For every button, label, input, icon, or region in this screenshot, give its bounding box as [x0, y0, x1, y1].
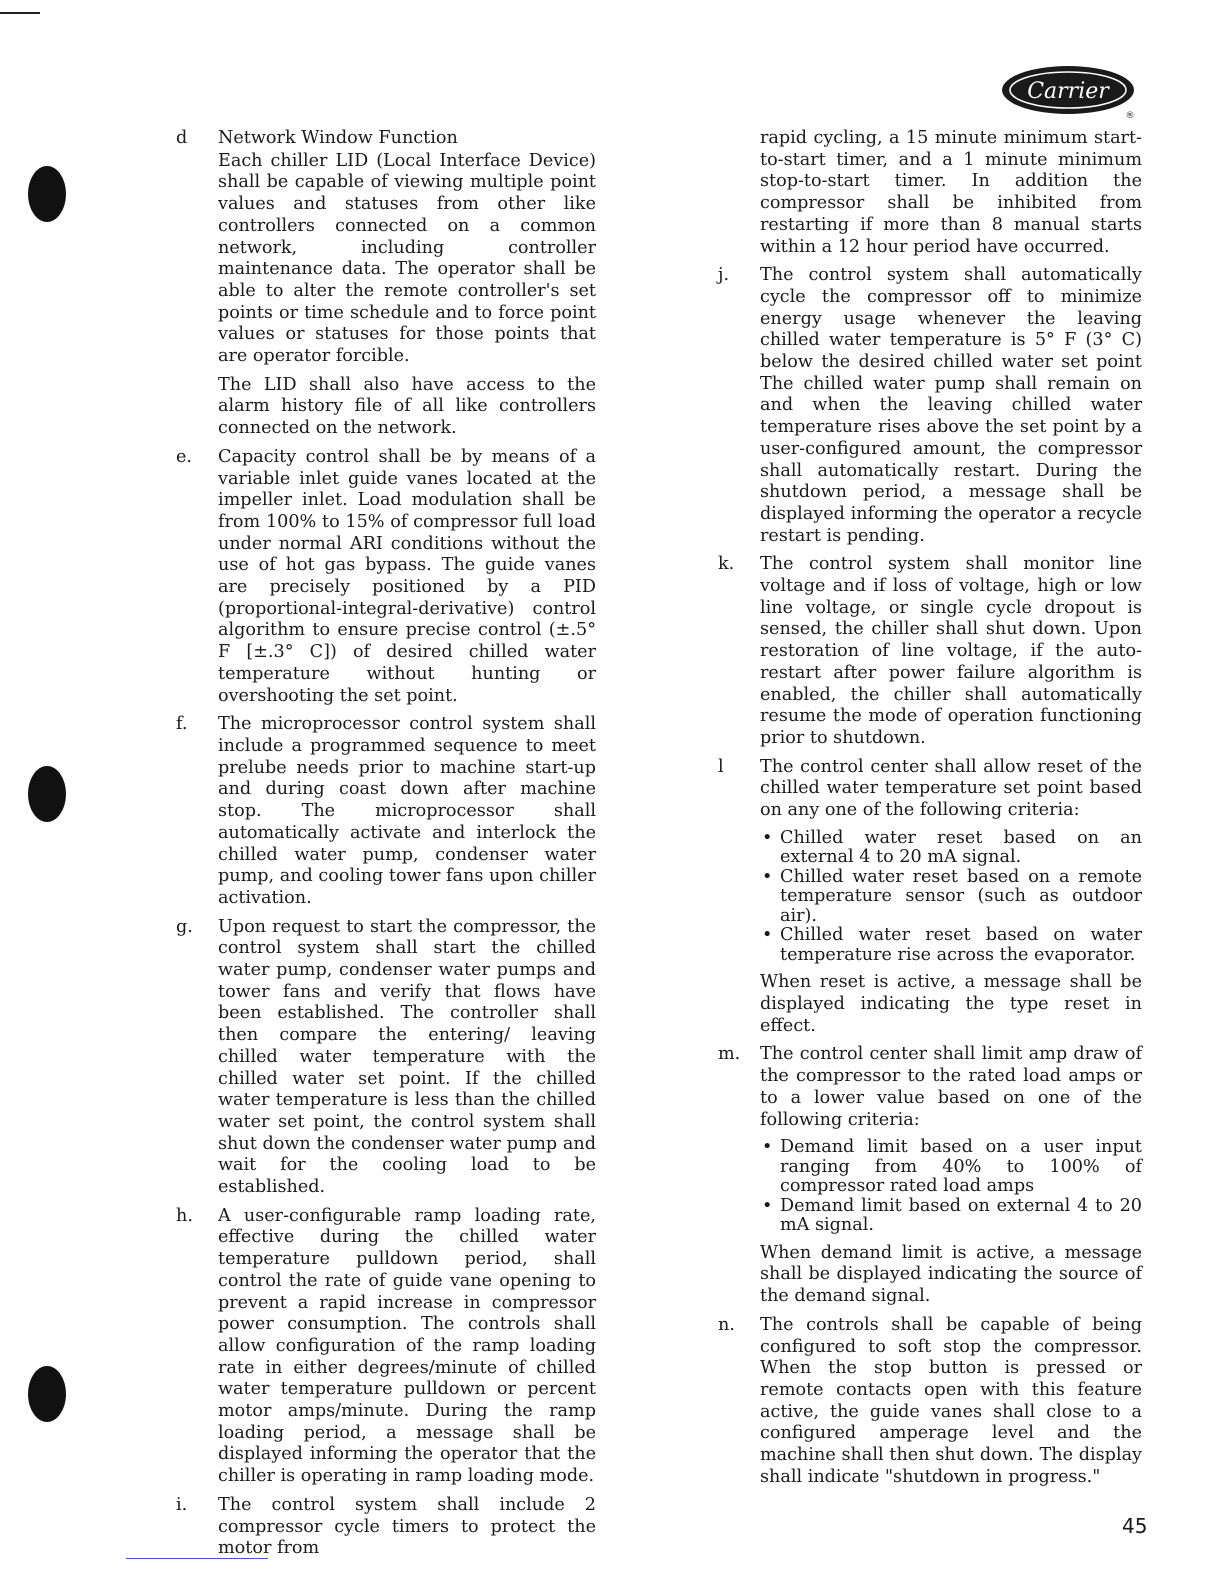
- item-l: [718, 757, 1142, 1038]
- list-item: • Demand limit based on external 4 to 20 mA signal.: [760, 1197, 1142, 1236]
- item-f: [176, 714, 596, 909]
- item-paragraph: The controls shall be capable of being configured to soft stop the compressor. When the stop button is pressed or remote contacts open with this feature active, the guide vanes shall close to a configured amperage level and the machine shall then shut down. The display shall indicate "shutdown in progress.": [760, 1314, 1142, 1487]
- item-i-continuation: rapid cycling, a 15 minute minimum start-to-start timer, and a 1 minute minimum stop-to-start timer. In addition the compressor shall be inhibited from restarting if more than 8 manual starts within a 12 hour period have occurred.: [760, 128, 1142, 257]
- item-paragraph: The control system shall automatically cycle the compressor off to minimize energy usage whenever the leaving chilled water temperature is 5° F (3° C) below the desired chilled water set point The chilled water pump shall remain on and when the leaving chilled water temperature rises above the set point by a user-configured amount, the compressor shall automatically restart. During the shutdown period, a message shall be displayed informing the operator a recycle restart is pending.: [760, 265, 1142, 546]
- right-column: [718, 128, 1142, 1495]
- item-g: [176, 917, 596, 1199]
- item-marker: f.: [176, 714, 188, 735]
- item-marker: i.: [176, 1494, 188, 1515]
- item-paragraph: The control center shall allow reset of the chilled water temperature set point based on any one of the following criteria:: [760, 756, 1142, 821]
- bullet-list: [760, 1138, 1142, 1236]
- list-item: • Chilled water reset based on an external 4 to 20 mA signal.: [760, 829, 1142, 868]
- bullet-list: [760, 829, 1142, 966]
- item-e: [176, 447, 596, 707]
- item-paragraph: Upon request to start the compressor, the control system shall start the chilled water pump, condenser water pumps and tower fans and verify that flows have been established. The controller shall then compare the entering/ leaving chilled water temperature with the chilled water set point. If the chilled water temperature is less than the chilled water set point, the control system shall shut down the condenser water pump and wait for the cooling load to be established.: [218, 916, 596, 1198]
- item-marker: l: [718, 756, 724, 777]
- logo-wordmark: Carrier: [1027, 79, 1109, 104]
- list-item: • Demand limit based on a user input ranging from 40% to 100% of compressor rated load amps: [760, 1138, 1142, 1197]
- item-marker: g.: [176, 916, 193, 937]
- binder-hole-bottom: [28, 1366, 66, 1422]
- item-j: [718, 265, 1142, 547]
- item-paragraph: The control system shall include 2 compressor cycle timers to protect the motor from: [218, 1494, 596, 1559]
- item-heading: Network Window Function: [218, 128, 458, 148]
- item-marker: j.: [718, 265, 730, 286]
- binder-hole-top: [28, 166, 66, 222]
- item-k: [718, 554, 1142, 749]
- item-paragraph: The control system shall monitor line voltage and if loss of voltage, high or low line voltage, or single cycle dropout is sensed, the chiller shall shut down. Upon restoration of line voltage, if the auto-restart after power failure algorithm is enabled, the chiller shall automatically resume the mode of operation functioning prior to shutdown.: [760, 554, 1142, 748]
- item-d: [176, 128, 596, 440]
- list-item: • Chilled water reset based on a remote temperature sensor (such as outdoor air).: [760, 868, 1142, 927]
- carrier-logo: [1000, 64, 1140, 120]
- item-marker: e.: [176, 446, 193, 467]
- item-paragraph: Each chiller LID (Local Interface Device) shall be capable of viewing multiple point values and statuses from other like controllers connected on a common network, including controller maintenance data. The operator shall be able to alter the remote controller's set points or time schedule and to force point values or statuses for those points that are operator forcible.: [218, 150, 596, 367]
- left-column: [176, 128, 596, 1567]
- item-paragraph: A user-configurable ramp loading rate, effective during the chilled water temperature pulldown period, shall control the rate of guide vane opening to prevent a rapid increase in compressor power consumption. The controls shall allow configuration of the ramp loading rate in either degrees/minute of chilled water temperature pulldown or percent motor amps/minute. During the ramp loading period, a message shall be displayed informing the operator that the chiller is operating in ramp loading mode.: [218, 1205, 596, 1487]
- item-marker: h.: [176, 1205, 193, 1226]
- item-paragraph: The microprocessor control system shall include a programmed sequence to meet prelube needs prior to machine start-up and during coast down after machine stop. The microprocessor shall automatically activate and interlock the chilled water pump, condenser water pump, and cooling tower fans upon chiller activation.: [218, 714, 596, 908]
- page-number: 45: [1122, 1514, 1148, 1538]
- item-marker: k.: [718, 554, 735, 575]
- item-m: [718, 1044, 1142, 1307]
- item-paragraph: When reset is active, a message shall be displayed indicating the type reset in effect.: [760, 972, 1142, 1036]
- item-marker: d: [176, 128, 188, 148]
- logo-registered-mark: ®: [1125, 111, 1135, 120]
- item-paragraph: Capacity control shall be by means of a variable inlet guide vanes located at the impeller inlet. Load modulation shall be from 100% to 15% of compressor full load under normal ARI conditions without the use of hot gas bypass. The guide vanes are precisely positioned by a PID (proportional-integral-derivative) control algorithm to ensure precise control (±.5° F [±.3° C]) of desired chilled water temperature without hunting or overshooting the set point.: [218, 446, 596, 706]
- item-n: [718, 1315, 1142, 1489]
- binder-hole-middle: [28, 766, 66, 822]
- list-item: • Chilled water reset based on water temperature rise across the evaporator.: [760, 926, 1142, 965]
- item-paragraph: The LID shall also have access to the alarm history file of all like controllers connected on the network.: [218, 374, 596, 439]
- item-paragraph: The control center shall limit amp draw of the compressor to the rated load amps or to a lower value based on one of the following criteria:: [760, 1044, 1142, 1130]
- item-marker: n.: [718, 1314, 735, 1335]
- item-marker: m.: [718, 1044, 741, 1065]
- item-paragraph: When demand limit is active, a message shall be displayed indicating the source of the demand signal.: [760, 1242, 1142, 1307]
- item-i: [176, 1495, 596, 1560]
- item-h: [176, 1206, 596, 1488]
- top-edge-rule: [0, 12, 40, 14]
